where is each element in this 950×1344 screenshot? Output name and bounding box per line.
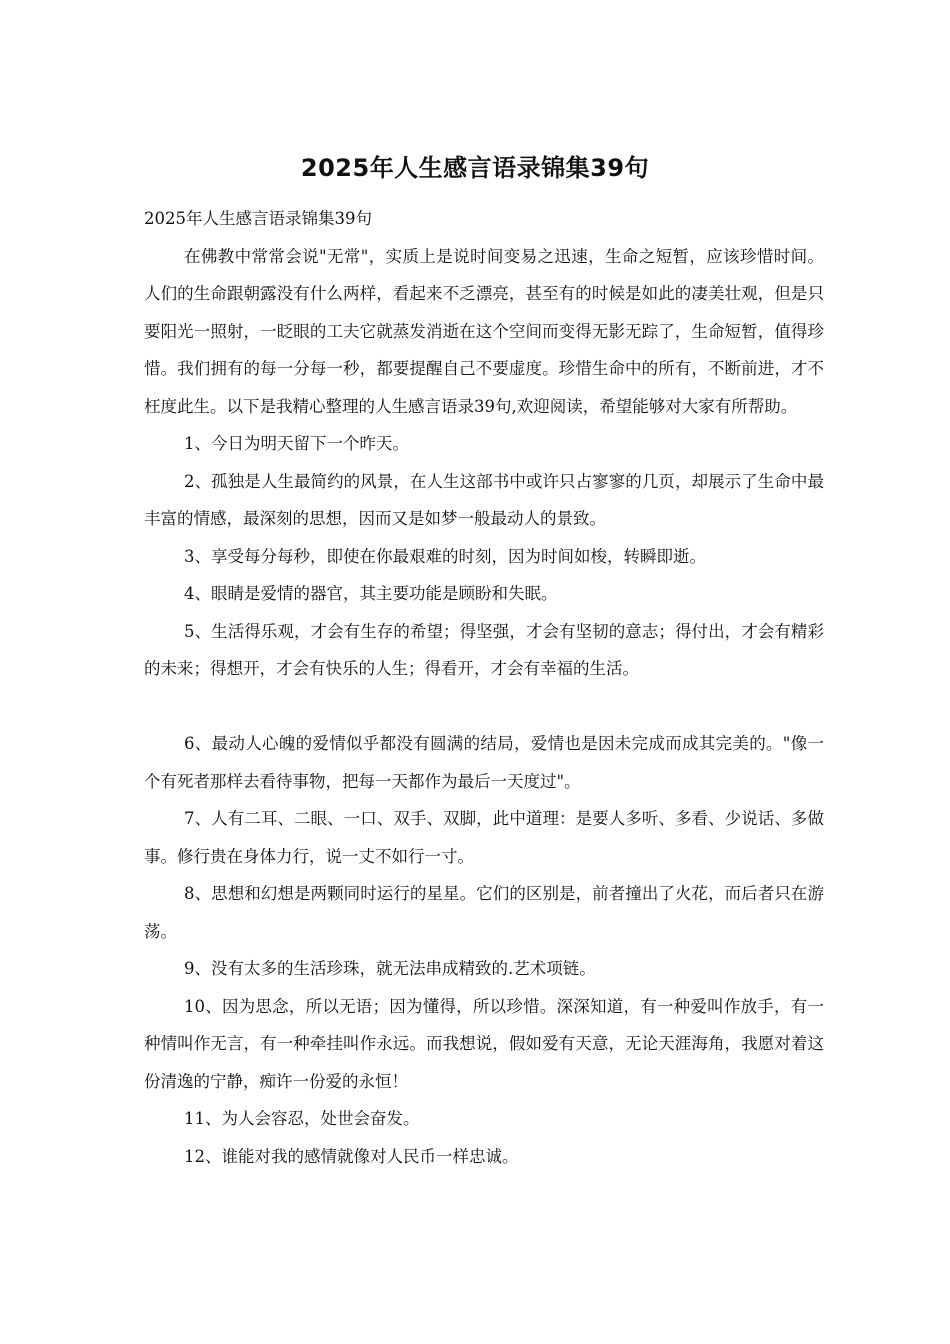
document-subtitle: 2025年人生感言语录锦集39句 [144,209,372,228]
intro-paragraph: 在佛教中常常会说"无常"，实质上是说时间变易之迅速，生命之短暂，应该珍惜时间。人们的生命跟朝露没有什么两样，看起来不乏漂亮，甚至有的时候是如此的凄美壮观，但是只要阳光一照射，一眨眼的工夫它就蒸发消逝在这个空间而变得无影无踪了，生命短暂，值得珍惜。我们拥有的每一分每一秒，都要提醒自己不要虚度。珍惜生命中的所有，不断前进，才不枉度此生。以下是我精心整理的人生感言语录39句,欢迎阅读，希望能够对大家有所帮助。 [144,246,824,416]
document-title: 2025年人生感言语录锦集39句 [300,154,650,182]
quote-item-3: 3、享受每分每秒，即使在你最艰难的时刻，因为时间如梭，转瞬即逝。 [184,546,706,566]
quote-item-2: 2、孤独是人生最简约的风景，在人生这部书中或许只占寥寥的几页，却展示了生命中最丰富的情感，最深刻的思想，因而又是如梦一般最动人的景致。 [144,471,824,528]
quote-item-5: 5、生活得乐观，才会有生存的希望；得坚强，才会有坚韧的意志；得付出，才会有精彩的未来；得想开，才会有快乐的人生；得看开，才会有幸福的生活。 [144,621,824,678]
document-body [144,200,824,1175]
quote-item-8: 8、思想和幻想是两颗同时运行的星星。它们的区别是，前者撞出了火花，而后者只在游荡。 [144,884,824,941]
quote-item-10: 10、因为思念，所以无语；因为懂得，所以珍惜。深深知道，有一种爱叫作放手，有一种情叫作无言，有一种牵挂叫作永远。而我想说，假如爱有天意，无论天涯海角，我愿对着这份清逸的宁静，痴许一份爱的永恒！ [144,996,824,1091]
quote-item-12: 12、谁能对我的感情就像对人民币一样忠诚。 [184,1146,519,1166]
quote-item-9: 9、没有太多的生活珍珠，就无法串成精致的.艺术项链。 [184,959,596,978]
quote-item-6: 6、最动人心魄的爱情似乎都没有圆满的结局，爱情也是因未完成而成其完美的。"像一个有死者那样去看待事物，把每一天都作为最后一天度过"。 [144,734,824,791]
quote-item-7: 7、人有二耳、二眼、一口、双手、双脚，此中道理：是要人多听、多看、少说话、多做事。修行贵在身体力行，说一丈不如行一寸。 [144,809,824,866]
quote-item-1: 1、今日为明天留下一个昨天。 [184,434,409,453]
quote-item-4: 4、眼睛是爱情的器官，其主要功能是顾盼和失眠。 [184,584,558,603]
paragraph-spacer [144,688,824,726]
quote-item-11: 11、为人会容忍，处世会奋发。 [184,1109,420,1128]
